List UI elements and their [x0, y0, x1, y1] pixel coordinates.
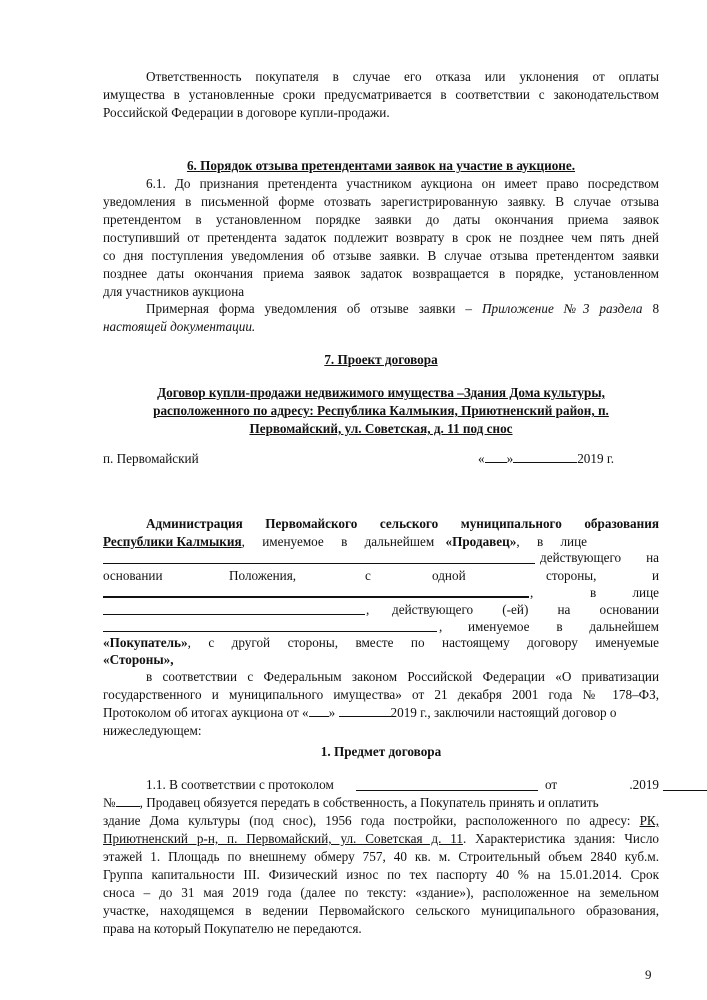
fill-line[interactable] [103, 596, 529, 598]
paragraph-line: сноса – до 31 мая 2019 года (далее по тексту: «здание»), расположенное на земельном [103, 885, 659, 900]
paragraph-line [146, 300, 659, 317]
paragraph-line: со дня поступления уведомления об отзыве заявки. В случае отзыва претендентом заявки [103, 248, 659, 263]
parties-line: Администрация Первомайского сельского муниципального образования [146, 516, 659, 531]
fill-line[interactable] [103, 563, 535, 564]
paragraph-line: имущества в установленные сроки предусматривается в соответствии с законодательством [103, 87, 659, 102]
parties-label: «Стороны» [103, 652, 171, 667]
contract-date [478, 450, 659, 467]
text: 1.1. В соответствии с протоколом [146, 777, 334, 792]
paragraph-line: этажей 1. Площадь по внешнему обмеру 757, 40 кв. м. Строительный объем 2840 куб.м. [103, 849, 659, 864]
paragraph-line: участке, находящемся в ведении Первомайского сельского муниципального образования, [103, 903, 659, 918]
address: РК, [639, 813, 659, 828]
contract-title-line: Договор купли-продажи недвижимого имущества –Здания Дома культуры, [157, 385, 605, 400]
word: стороны, [546, 568, 597, 583]
buyer-label: «Покупатель» [103, 635, 188, 650]
paragraph-line [103, 830, 659, 847]
text: Протоколом об итогах аукциона от « [103, 705, 309, 720]
text: , [170, 652, 174, 667]
text: .2019 [629, 777, 659, 792]
text: , именуемое в дальнейшем [241, 534, 435, 549]
text: 8 [652, 301, 660, 316]
protocol-number-blank[interactable] [356, 778, 538, 791]
quote-close: » [506, 451, 514, 466]
protocol-no-blank[interactable] [116, 794, 140, 807]
text: , с другой стороны, вместе по настоящему договору именуемые [187, 635, 659, 650]
republic: Республики Калмыкия [103, 534, 242, 549]
quote-open: « [478, 451, 485, 466]
word: и [651, 568, 659, 583]
word: Положения, [229, 568, 297, 583]
word: с [365, 568, 371, 583]
paragraph-line: позднее даты окончания приема заявок задаток возвращается в порядке, установленном [103, 266, 659, 281]
date-year: 2019 г. [577, 451, 615, 466]
contract-title-line: расположенного по адресу: Республика Калмыкия, Приютненский район, п. [153, 403, 609, 418]
page-number: 9 [645, 967, 652, 982]
place: п. Первомайский [103, 451, 199, 466]
text: 2019 г., заключили настоящий договор о [390, 705, 617, 720]
paragraph-line: уведомления в письменной форме отозвать зарегистрированную заявку. В случае отзыва [103, 194, 659, 209]
paragraph-line: права на который Покупателю не передаются. [103, 921, 362, 936]
word: одной [432, 568, 466, 583]
comma: , [530, 585, 534, 600]
paragraph-line: претендентом в установленном порядке заявки до даты окончания приема заявок [103, 212, 659, 227]
parties-line: действующего (-ей) на основании [392, 602, 659, 617]
text: от [545, 777, 558, 792]
protocol-date-blank[interactable] [663, 778, 707, 791]
text: Примерная форма уведомления об отзыве заявки – [146, 301, 472, 316]
paragraph-line [103, 704, 659, 721]
paragraph-line: для участников аукциона [103, 284, 245, 299]
section-1-title: 1. Предмет договора [320, 744, 442, 759]
date-month-blank[interactable] [513, 450, 577, 463]
text: № [103, 795, 116, 810]
fill-line[interactable] [103, 631, 437, 632]
parties-line: именуемое в дальнейшем [468, 619, 659, 634]
protocol-month-blank[interactable] [339, 704, 391, 717]
fill-line[interactable] [103, 614, 365, 615]
paragraph-line: государственного и муниципального имущества» от 21 декабря 2001 года № 178–ФЗ, [103, 687, 659, 702]
parties-line: в лице [590, 585, 659, 600]
word: основании [103, 568, 163, 583]
paragraph-line [103, 812, 659, 829]
paragraph-line: Ответственность покупателя в случае его отказа или уклонения от оплаты [146, 69, 659, 84]
paragraph-line [103, 794, 659, 811]
protocol-day-blank[interactable] [309, 704, 329, 717]
section-6-title: 6. Порядок отзыва претендентами заявок на участие в аукционе. [186, 158, 576, 173]
text: , Продавец обязуется передать в собственность, а Покупатель принять и оплатить [139, 795, 599, 810]
comma: , [366, 602, 370, 617]
date-day-blank[interactable] [485, 450, 507, 463]
paragraph-line: Группа капитальности III. Физический износ по тех паспорту 40 % на 15.01.2014. Срок [103, 867, 659, 882]
comma: , [439, 619, 443, 634]
parties-line [103, 634, 659, 651]
text: здание Дома культуры (под снос), 1956 года постройки, расположенного по адресу: [103, 813, 631, 828]
paragraph-line: настоящей документации. [103, 319, 256, 334]
paragraph-line: поступивший от претендента задаток подлежит возврату в срок не позднее чем пять дней [103, 230, 659, 245]
parties-line [103, 651, 659, 668]
paragraph-line: 6.1. До признания претендента участником аукциона он имеет право посредством [146, 176, 659, 191]
text: » [328, 705, 336, 720]
parties-line [103, 533, 659, 550]
contract-title-line: Первомайский, ул. Советская, д. 11 под снос [249, 421, 513, 436]
address: Приютненский р-н, п. Первомайский, ул. Советская д. 11 [103, 831, 463, 846]
text: . Характеристика здания: Число [462, 831, 659, 846]
appendix-reference: Приложение №3 раздела [481, 301, 643, 316]
paragraph-line: Российской Федерации в договоре купли-продажи. [103, 105, 390, 120]
text: , в лице [516, 534, 588, 549]
seller-label: «Продавец» [445, 534, 517, 549]
paragraph-line: в соответствии с Федеральным законом Российской Федерации «О приватизации [146, 669, 659, 684]
section-7-title: 7. Проект договора [324, 352, 438, 367]
paragraph-line: нижеследующем: [103, 723, 202, 738]
parties-line: действующего на [540, 550, 659, 565]
